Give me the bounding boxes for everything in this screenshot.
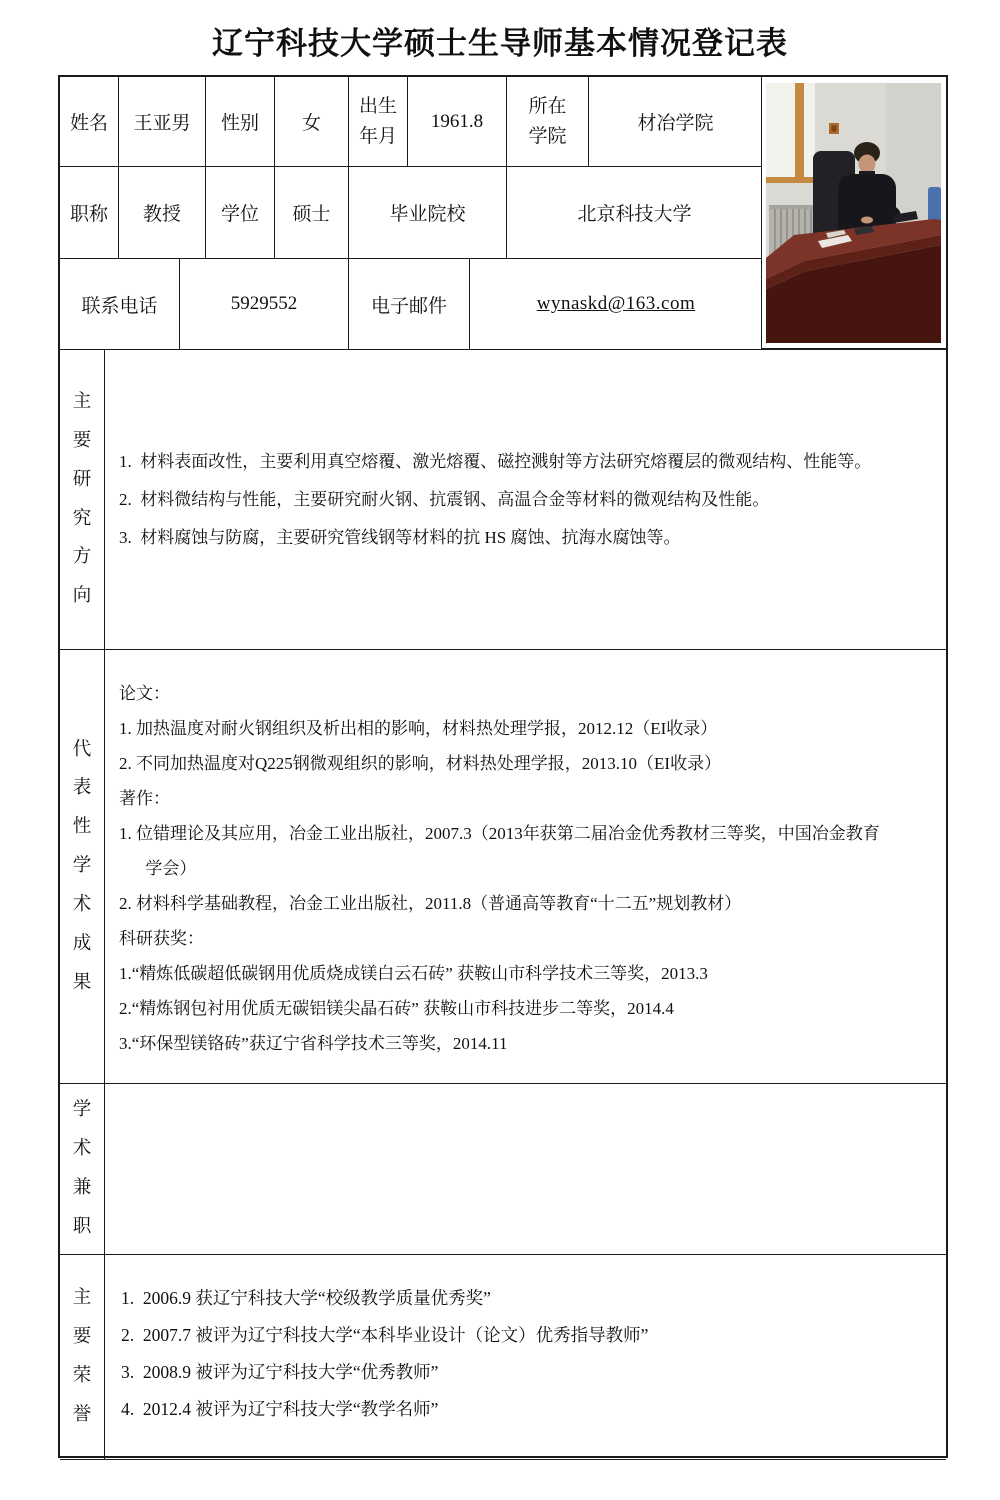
photo-person-hand — [861, 216, 873, 223]
research-item: 1. 材料表面改性，主要利用真空熔覆、激光熔覆、磁控溅射等方法研究熔覆层的微观结构、性能等。 — [119, 451, 872, 471]
achievements-heading-awards: 科研获奖： — [119, 929, 204, 948]
degree-label: 学位 — [206, 167, 275, 258]
achievement-award: 3.“环保型镁铬砖”获辽宁省科学技术三等奖，2014.11 — [119, 1034, 508, 1053]
school-label: 毕业院校 — [349, 167, 507, 258]
research-item: 3. 材料腐蚀与防腐，主要研究管线钢等材料的抗 HS 腐蚀、抗海水腐蚀等。 — [119, 527, 681, 547]
research-content — [105, 350, 946, 649]
honor-item: 4. 2012.4 被评为辽宁科技大学“教学名师” — [121, 1398, 439, 1419]
honor-item: 3. 2008.9 被评为辽宁科技大学“优秀教师” — [121, 1361, 439, 1382]
phone-label: 联系电话 — [60, 259, 180, 349]
achievement-book: 2. 材料科学基础教程，冶金工业出版社，2011.8（普通高等教育“十二五”规划教材） — [119, 894, 742, 913]
achievements-heading-papers: 论文： — [119, 684, 170, 703]
page-title: 辽宁科技大学硕士生导师基本情况登记表 — [212, 26, 788, 61]
honor-item: 2. 2007.7 被评为辽宁科技大学“本科毕业设计（论文）优秀指导教师” — [121, 1324, 649, 1345]
college-value: 材冶学院 — [637, 113, 714, 134]
birth-label: 出生年月 — [349, 77, 408, 166]
photo-person-face — [859, 154, 876, 173]
achievement-paper: 2. 不同加热温度对Q225钢微观组织的影响，材料热处理学报，2013.10（EI收录） — [119, 754, 722, 773]
research-item: 2. 材料微结构与性能，主要研究耐火钢、抗震钢、高温合金等材料的微观结构及性能。 — [119, 489, 770, 509]
photo-window-frame — [795, 83, 804, 182]
gender-label: 性别 — [206, 77, 275, 166]
research-section-label: 主要研究方向 — [60, 350, 105, 649]
photo-cell — [761, 77, 947, 349]
section-honors — [60, 1255, 946, 1460]
photo-window — [766, 83, 815, 180]
email-label: 电子邮件 — [349, 259, 470, 349]
phone-value: 5929552 — [180, 259, 349, 349]
college-label: 所在学院 — [507, 77, 589, 166]
birth-value: 1961.8 — [408, 77, 507, 166]
gender-value: 女 — [275, 77, 349, 166]
achievement-award: 2.“精炼钢包衬用优质无碳铝镁尖晶石砖” 获鞍山市科技进步二等奖，2014.4 — [119, 999, 674, 1018]
academic-posts-content — [105, 1084, 946, 1254]
name-value: 王亚男 — [119, 77, 206, 166]
section-research — [60, 350, 946, 650]
registration-form — [58, 75, 948, 1458]
academic-posts-section-label: 学术兼职 — [60, 1084, 105, 1254]
achievements-heading-books: 著作： — [119, 789, 170, 808]
honors-section-label: 主要荣誉 — [60, 1255, 105, 1459]
job-title-label: 职称 — [60, 167, 119, 258]
section-achievements — [60, 650, 946, 1084]
name-label: 姓名 — [60, 77, 119, 166]
achievement-book-wrap: 学会） — [145, 859, 197, 878]
achievement-award: 1.“精炼低碳超低碳钢用优质烧成镁白云石砖” 获鞍山市科学技术三等奖，2013.3 — [119, 964, 708, 983]
honors-content — [105, 1255, 946, 1459]
honor-item: 1. 2006.9 获辽宁科技大学“校级教学质量优秀奖” — [121, 1287, 491, 1308]
achievement-paper: 1. 加热温度对耐火钢组织及析出相的影响，材料热处理学报，2012.12（EI收录） — [119, 719, 718, 738]
achievement-book: 1. 位错理论及其应用，冶金工业出版社，2007.3（2013年获第二届冶金优秀教材三等奖，中国冶金教育 — [119, 824, 880, 843]
section-academic-posts — [60, 1084, 946, 1255]
school-value: 北京科技大学 — [577, 204, 692, 225]
achievements-section-label: 代表性学术成果 — [60, 650, 105, 1083]
photo-window-sill — [766, 177, 816, 183]
email-value — [470, 259, 762, 349]
portrait-photo — [766, 83, 941, 343]
email-link: wynaskd@163.com — [536, 293, 696, 314]
achievements-content — [105, 650, 946, 1083]
degree-value: 硕士 — [275, 167, 349, 258]
job-title-value: 教授 — [119, 167, 206, 258]
